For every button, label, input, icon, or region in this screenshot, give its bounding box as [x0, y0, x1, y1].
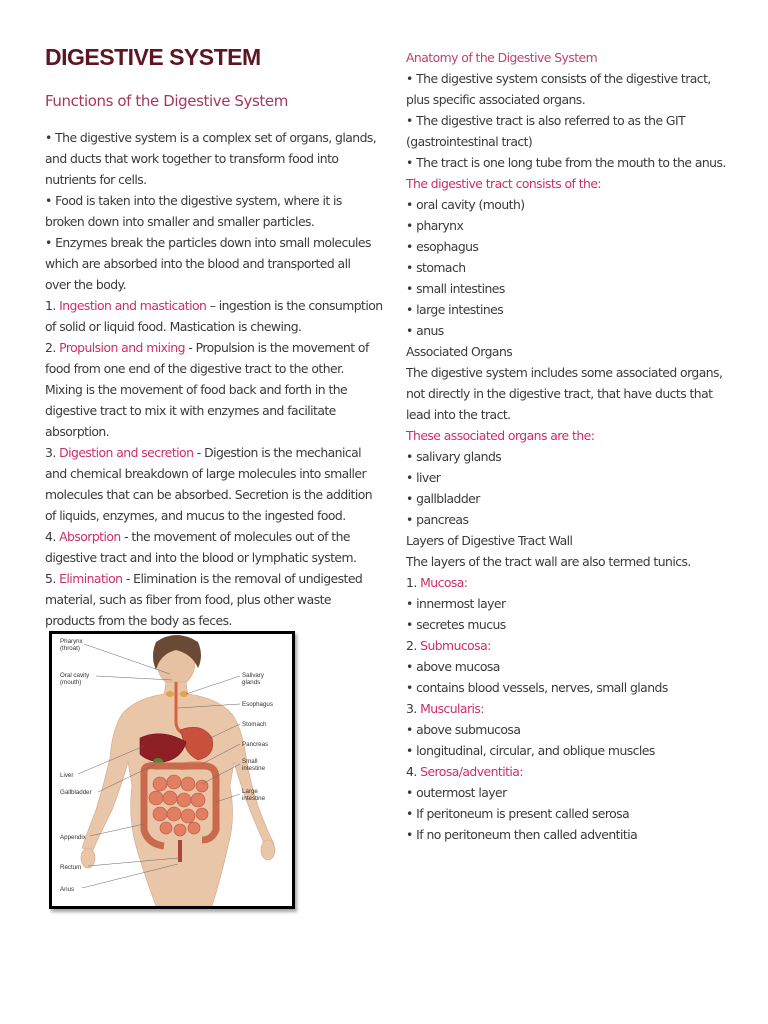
list-item: • outermost layer	[406, 785, 507, 800]
list-item: • stomach	[406, 260, 466, 275]
paragraph-line: digestive tract and into the blood or lymphatic system.	[45, 550, 357, 565]
function-absorption: 4. Absorption - the movement of molecules out of the	[45, 529, 350, 544]
paragraph-line: food from one end of the digestive tract to the other.	[45, 361, 344, 376]
label-small-intestine: Small	[242, 758, 258, 765]
function-elimination: 5. Elimination - Elimination is the removal of undigested	[45, 571, 363, 586]
paragraph-line: material, such as fiber from food, plus other waste	[45, 592, 331, 607]
paragraph-line: broken down into smaller and smaller particles.	[45, 214, 315, 229]
layer-term: Submucosa:	[420, 638, 491, 653]
paragraph-line: nutrients for cells.	[45, 172, 147, 187]
functions-heading: Functions of the Digestive System	[45, 92, 288, 110]
label-esophagus: Esophagus	[242, 701, 273, 708]
label-pharynx: Pharynx	[60, 638, 83, 645]
list-item: • above mucosa	[406, 659, 500, 674]
functions-column	[45, 127, 383, 631]
paragraph-line: of liquids, enzymes, and mucus to the ingested food.	[45, 508, 346, 523]
paragraph-line: • The tract is one long tube from the mouth to the anus.	[406, 155, 726, 170]
salivary-gland-shape	[166, 691, 174, 697]
layer-term: Mucosa:	[420, 575, 468, 590]
function-ingestion: 1. Ingestion and mastication – ingestion is the consumption	[45, 298, 383, 313]
associated-organs-title: Associated Organs	[406, 344, 513, 359]
label-pharynx-sub: (throat)	[60, 645, 80, 652]
layer-term: Muscularis:	[420, 701, 484, 716]
function-digestion: 3. Digestion and secretion - Digestion is the mechanical	[45, 445, 362, 460]
label-stomach: Stomach	[242, 721, 267, 728]
paragraph-line: over the body.	[45, 277, 126, 292]
paragraph-line: • Enzymes break the particles down into small molecules	[45, 235, 371, 250]
label-salivary-glands-sub: glands	[242, 679, 261, 686]
label-oral-cavity: Oral cavity	[60, 672, 90, 679]
list-item: • above submucosa	[406, 722, 521, 737]
list-item: • salivary glands	[406, 449, 502, 464]
paragraph-line: The layers of the tract wall are also termed tunics.	[406, 554, 691, 569]
paragraph-line: • The digestive tract is also referred to as the GIT	[406, 113, 686, 128]
paragraph-line: and ducts that work together to transform food into	[45, 151, 339, 166]
layer-submucosa: 2. Submucosa:	[406, 638, 491, 653]
layers-title: Layers of Digestive Tract Wall	[406, 533, 573, 548]
function-term: Elimination	[59, 571, 123, 586]
label-large-intestine-sub: intestine	[242, 795, 266, 802]
label-salivary-glands: Salivary	[242, 672, 265, 679]
digestive-system-illustration	[49, 631, 295, 909]
function-term: Ingestion and mastication	[59, 298, 207, 313]
label-anus: Anus	[60, 886, 75, 893]
label-small-intestine-sub: intestine	[242, 765, 266, 772]
list-item: • small intestines	[406, 281, 505, 296]
label-appendix: Appendix	[60, 834, 86, 841]
anatomy-diagram	[52, 634, 292, 906]
paragraph-line: • Food is taken into the digestive system, where it is	[45, 193, 342, 208]
list-item: • liver	[406, 470, 441, 485]
paragraph-line: digestive tract to mix it with enzymes and facilitate	[45, 403, 336, 418]
list-item: • esophagus	[406, 239, 479, 254]
paragraph-line: lead into the tract.	[406, 407, 511, 422]
page-title: DIGESTIVE SYSTEM	[45, 44, 261, 70]
list-item: • If no peritoneum then called adventitia	[406, 827, 638, 842]
list-item: • gallbladder	[406, 491, 480, 506]
paragraph-line: which are absorbed into the blood and transported all	[45, 256, 351, 271]
label-large-intestine: Large	[242, 788, 258, 795]
layer-mucosa: 1. Mucosa:	[406, 575, 468, 590]
paragraph-line: not directly in the digestive tract, that have ducts that	[406, 386, 713, 401]
list-item: • pharynx	[406, 218, 464, 233]
paragraph-line: • The digestive system consists of the digestive tract,	[406, 71, 711, 86]
anatomy-column	[406, 47, 736, 845]
paragraph-line: absorption.	[45, 424, 110, 439]
layer-serosa: 4. Serosa/adventitia:	[406, 764, 523, 779]
list-item: • pancreas	[406, 512, 469, 527]
list-item: • secretes mucus	[406, 617, 506, 632]
function-propulsion: 2. Propulsion and mixing - Propulsion is the movement of	[45, 340, 369, 355]
anatomy-heading: Anatomy of the Digestive System	[406, 50, 598, 65]
list-item: • oral cavity (mouth)	[406, 197, 525, 212]
paragraph-line: Mixing is the movement of food back and forth in the	[45, 382, 348, 397]
list-item: • anus	[406, 323, 444, 338]
layer-term: Serosa/adventitia:	[420, 764, 523, 779]
paragraph-line: plus specific associated organs.	[406, 92, 586, 107]
paragraph-line: The digestive system includes some associated organs,	[406, 365, 723, 380]
associated-organs-heading: These associated organs are the:	[406, 428, 595, 443]
label-rectum: Rectum	[60, 864, 82, 871]
paragraph-line: and chemical breakdown of large molecules into smaller	[45, 466, 367, 481]
label-oral-cavity-sub: (mouth)	[60, 679, 82, 686]
paragraph-line: (gastrointestinal tract)	[406, 134, 533, 149]
function-term: Absorption	[59, 529, 121, 544]
function-term: Propulsion and mixing	[59, 340, 185, 355]
label-liver: Liver	[60, 772, 74, 779]
paragraph-line: • The digestive system is a complex set of organs, glands,	[45, 130, 377, 145]
label-pancreas: Pancreas	[242, 741, 269, 748]
list-item: • large intestines	[406, 302, 504, 317]
layer-muscularis: 3. Muscularis:	[406, 701, 484, 716]
function-term: Digestion and secretion	[59, 445, 194, 460]
tract-heading: The digestive tract consists of the:	[406, 176, 602, 191]
paragraph-line: molecules that can be absorbed. Secretion is the addition	[45, 487, 373, 502]
paragraph-line: of solid or liquid food. Mastication is chewing.	[45, 319, 302, 334]
label-gallbladder: Gallbladder	[60, 789, 92, 796]
paragraph-line: products from the body as feces.	[45, 613, 232, 628]
list-item: • If peritoneum is present called serosa	[406, 806, 630, 821]
list-item: • longitudinal, circular, and oblique muscles	[406, 743, 655, 758]
list-item: • contains blood vessels, nerves, small glands	[406, 680, 668, 695]
list-item: • innermost layer	[406, 596, 506, 611]
